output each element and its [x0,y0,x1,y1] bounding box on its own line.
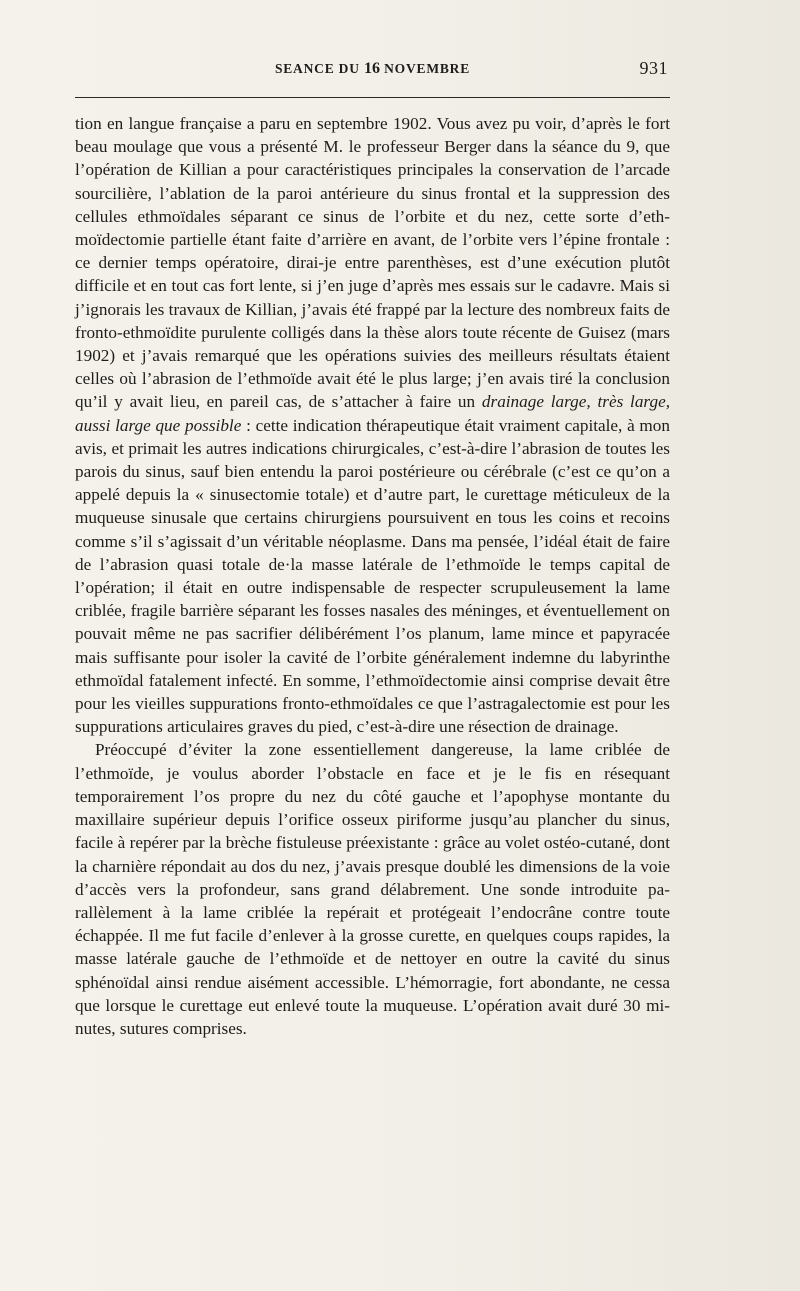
paragraph-1-italic: drainage large, très large, aussi large que possible [75,392,670,435]
paragraph-1 [75,112,670,738]
page-number: 931 [639,58,668,78]
header-rule [75,97,670,98]
paragraph-1-rest: : cette indication thérapeutique était vraiment capitale, à mon avis, et primait les autres indications chirurgicales, c’est-à-dire l’abrasion de toutes les parois du sinus, sauf bien entendu la paroi postérieure ou cérébrale (c’est ce qu’on a appelé depuis la « sinusectomie totale) et d’autre part, le curettage méticuleux de la muqueuse sinusale que certains chirurgiens poursuivent en tous les coins et recoins comme s’il s’agissait d’un véritable néoplasme. Dans ma pensée, l’idéal était de faire de l’abrasion quasi totale de·la masse latérale de l’ethmoïde le temps capital de l’opération; il était en outre indispensable de respecter scrupuleusement la lame criblée, fragile barrière séparant les fosses nasales des méninges, et éventuellement on pouvait même ne pas sacrifier délibérément l’os planum, lame mince et papyracée mais suffisante pour isoler la cavité de l’orbite généralement indemne du labyrinthe ethmoïdal fatalement infecté. En somme, l’ethmoïdectomie ainsi comprise devait être pour les vieilles suppurations fronto-ethmoïdales ce que l’astragalectomie est pour les suppurations articulaires graves du pied, c’est-à-dire une résection de drainage. [75,415,670,737]
paragraph-1-lead: tion en langue française a paru en septembre 1902. Vous avez pu voir, d’après le fort beau moulage que vous a présenté M. le professeur Berger dans la séance du 9, que l’opération de Killian a pour caractéristiques principales la conservation de l’arcade sourcilière, l’ablation de la paroi antérieure du sinus frontal et la suppression des cellules ethmoïdales séparant ce sinus de l’orbite et du nez, cette sorte d’ethmoïdectomie partielle étant faite d’arrière en avant, de l’orbite vers l’épine frontale : ce dernier temps opératoire, dirai-je entre parenthèses, est d’une exécution plutôt difficile et en tout cas fort lente, si j’en juge d’après mes essais sur le cadavre. Mais si j’ignorais les travaux de Killian, j’avais été frappé par la lecture des nombreux faits de fronto-ethmoïdite purulente colligés dans la thèse alors toute récente de Guisez (mars 1902) et j’avais remarqué que les opérations suivies des meilleurs résultats étaient celles où l’abrasion de l’ethmoïde avait été le plus large; j’en avais tiré la conclusion qu’il y avait lieu, en pareil cas, de s’attacher à faire un [75,114,670,412]
running-title-day: 16 [363,60,380,77]
running-title [75,60,670,78]
paragraph-2: Préoccupé d’éviter la zone essentiellement dangereuse, la lame criblée de l’ethmoïde, je voulus aborder l’obstacle en face et je le fis en résequant temporairement l’os propre du nez du côté gauche et l’apophyse montante du maxillaire supérieur depuis l’orifice osseux piriforme jusqu’au plancher du sinus, facile à repérer par la brèche fistuleuse préexistante : grâce au volet ostéo-cutané, dont la charnière répondait au dos du nez, j’avais presque doublé les dimensions de la voie d’accès vers la profondeur, sans grand délabrement. Une sonde introduite parallèlement à la lame criblée la repérait et protégeait l’endocrâne contre toute échappée. Il me fut facile d’enlever à la grosse curette, en quelques coups rapides, la masse latérale gauche de l’ethmoïde et de nettoyer en outre la cavité du sinus sphénoïdal ainsi rendue aisément accessible. L’hémorragie, fort abondante, ne cessa que lorsque le curettage eut enlevé toute la muqueuse. L’opération avait duré 30 minutes, sutures comprises. [75,740,670,1038]
body-text [75,112,670,1040]
running-title-after: NOVEMBRE [379,61,471,76]
running-header [75,58,670,82]
running-title-before: SEANCE DU [274,61,364,76]
